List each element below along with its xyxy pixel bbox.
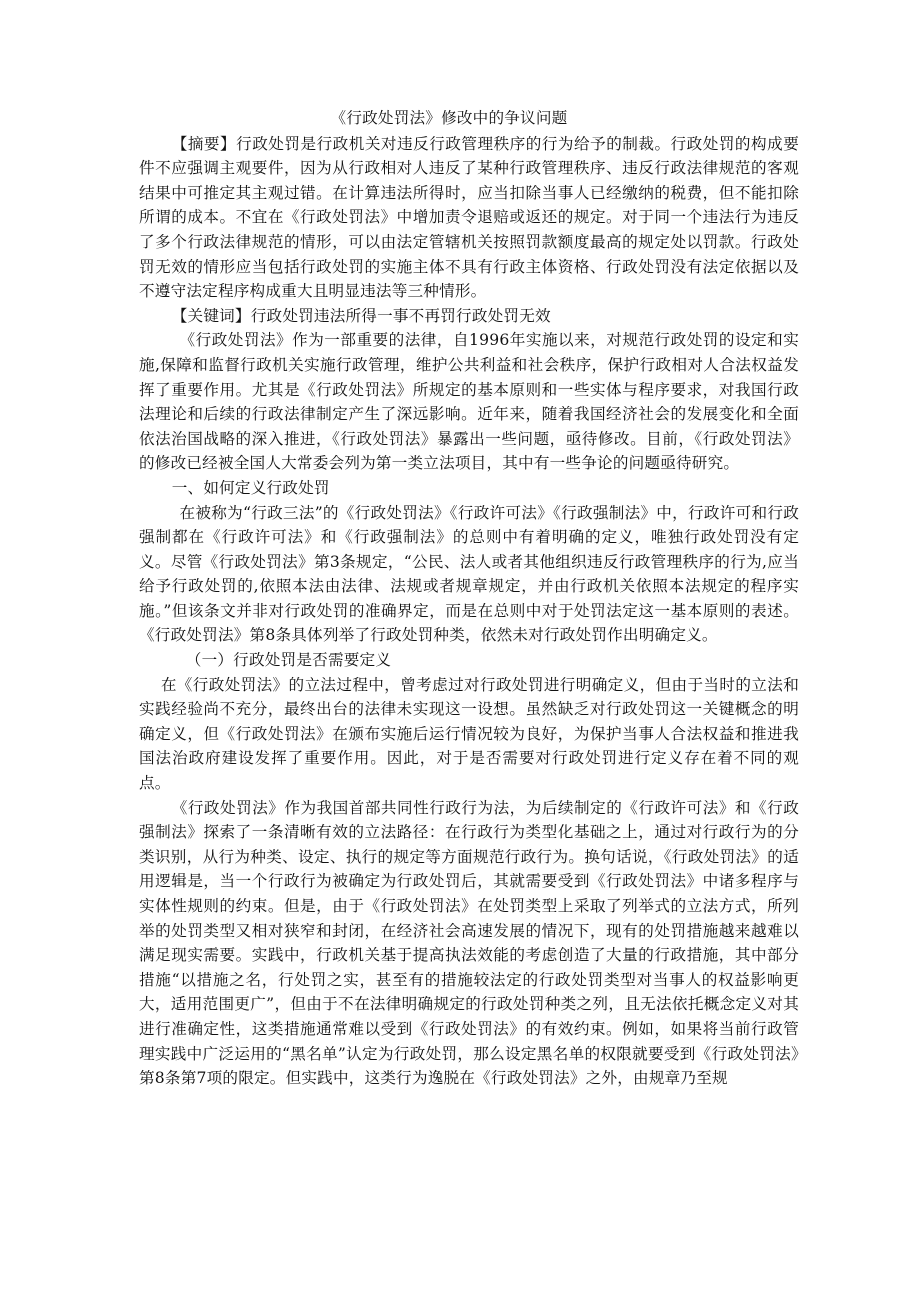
section-heading: 一、如何定义行政处罚: [171, 478, 330, 497]
section-paragraph: 在被称为“行政三法”的《行政处罚法》《行政许可法》《行政强制法》中，行政许可和行政强制都在《行政许可法》和《行政强制法》的总则中有着明确的定义，唯独行政处罚没有定义。尽管《行政处罚法》第3条规定，“公民、法人或者其他组织违反行政管理秩序的行为,应当给予行政处罚的,依照本法由法律、法规或者规章规定，并由行政机关依照本法规定的程序实施。”但该条文并非对行政处罚的准确界定，而是在总则中对于处罚法定这一基本原则的表述。《行政处罚法》第8条具体列举了行政处罚种类，依然未对行政处罚作出明确定义。: [139, 503, 799, 645]
subsection-heading: （一）行政处罚是否需要定义: [185, 651, 392, 670]
keywords-text: 行政处罚违法所得一事不再罚行政处罚无效: [250, 306, 551, 325]
subsection-paragraph: 《行政处罚法》作为我国首部共同性行政行为法，为后续制定的《行政许可法》和《行政强制法》探索了一条清晰有效的立法路径：在行政行为类型化基础之上，通过对行政行为的分类识别，从行为种类、设定、执行的规定等方面规范行政行为。换句话说，《行政处罚法》的适用逻辑是，当一个行政行为被确定为行政处罚后，其就需要受到《行政处罚法》中诸多程序与实体性规则的约束。但是，由于《行政处罚法》在处罚类型上采取了列举式的立法方式，所列举的处罚类型又相对狭窄和封闭，在经济社会高速发展的情况下，现有的处罚措施越来越难以满足现实需要。实践中，行政机关基于提高执法效能的考虑创造了大量的行政措施，其中部分措施“以措施之名，行处罚之实，甚至有的措施较法定的行政处罚类型对当事人的权益影响更大，适用范围更广”，但由于不在法律明确规定的行政处罚种类之列，且无法依托概念定义对其进行准确定性，这类措施通常难以受到《行政处罚法》的有效约束。例如，如果将当前行政管理实践中广泛运用的“黑名单”认定为行政处罚，那么设定黑名单的权限就要受到《行政处罚法》第8条第7项的限定。但实践中，这类行为逸脱在《行政处罚法》之外，由规章乃至规: [139, 798, 799, 1088]
document-page: [139, 106, 799, 1091]
intro-paragraph: 《行政处罚法》作为一部重要的法律，自1996年实施以来，对规范行政处罚的设定和实施,保障和监督行政机关实施行政管理，维护公共利益和社会秩序，保护行政相对人合法权益发挥了重要作用。尤其是《行政处罚法》所规定的基本原则和一些实体与程序要求，对我国行政法理论和后续的行政法律制定产生了深远影响。近年来，随着我国经济社会的发展变化和全面依法治国战略的深入推进，《行政处罚法》暴露出一些问题，亟待修改。目前，《行政处罚法》的修改已经被全国人大常委会列为第一类立法项目，其中有一些争论的问题亟待研究。: [139, 331, 799, 473]
abstract-text: 行政处罚是行政机关对违反行政管理秩序的行为给予的制裁。行政处罚的构成要件不应强调主观要件，因为从行政相对人违反了某种行政管理秩序、违反行政法律规范的客观结果中可推定其主观过错。在计算违法所得时，应当扣除当事人已经缴纳的税费，但不能扣除所谓的成本。不宜在《行政处罚法》中增加责令退赔或返还的规定。对于同一个违法行为违反了多个行政法律规范的情形，可以由法定管辖机关按照罚款额度最高的规定处以罚款。行政处罚无效的情形应当包括行政处罚的实施主体不具有行政主体资格、行政处罚没有法定依据以及不遵守法定程序构成重大且明显违法等三种情形。: [139, 134, 799, 301]
abstract-paragraph: [139, 132, 799, 304]
subsection-paragraph: 在《行政处罚法》的立法过程中，曾考虑过对行政处罚进行明确定义，但由于当时的立法和实践经验尚不充分，最终出台的法律未实现这一设想。虽然缺乏对行政处罚这一关键概念的明确定义，但《行政处罚法》在颁布实施后运行情况较为良好，为保护当事人合法权益和推进我国法治政府建设发挥了重要作用。因此，对于是否需要对行政处罚进行定义存在着不同的观点。: [139, 675, 799, 793]
keywords-label: 【关键词】: [171, 306, 251, 325]
abstract-label: 【摘要】: [171, 134, 237, 153]
document-title: 《行政处罚法》修改中的争议问题: [330, 109, 568, 127]
keywords-paragraph: [139, 304, 799, 329]
